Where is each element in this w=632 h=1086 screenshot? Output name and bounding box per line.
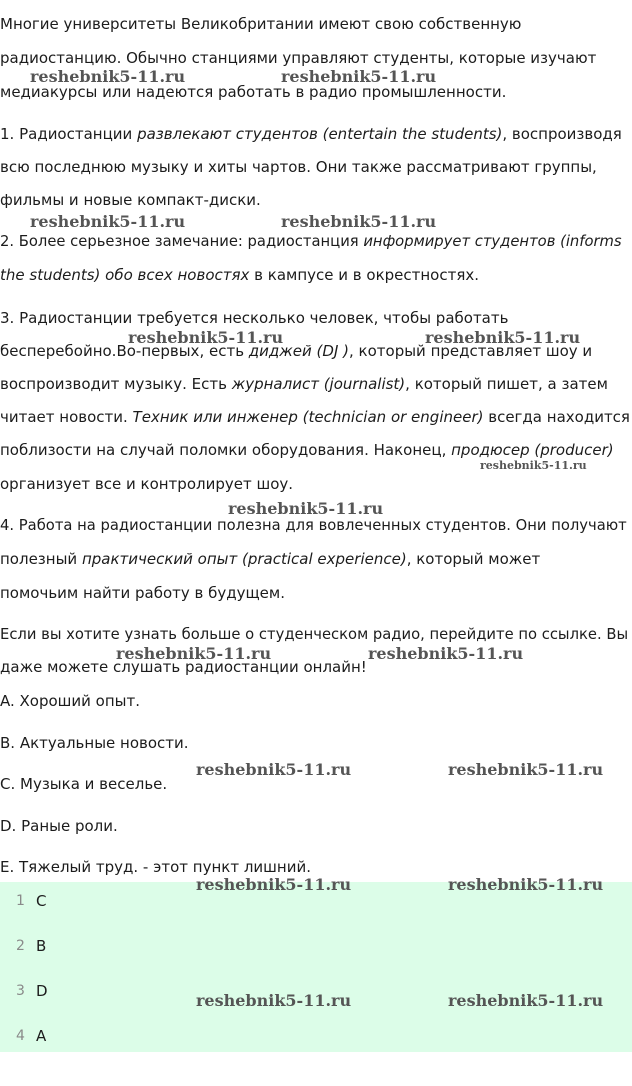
watermark: reshebnik5-11.ru [196, 760, 352, 779]
paragraph-2-line: 2. Более серьезное замечание: радиостанция информирует студентов (informs [0, 233, 622, 250]
intro-line: Многие университеты Великобритании имеют свою собственную [0, 15, 522, 33]
watermark: reshebnik5-11.ru [368, 644, 524, 663]
option-a: A. Хороший опыт. [0, 692, 141, 710]
option-b: B. Актуальные новости. [0, 734, 189, 752]
watermark: reshebnik5-11.ru [425, 328, 581, 347]
paragraph-4-line: 4. Работа на радиостанции полезна для вовлеченных студентов. Они получают [0, 517, 627, 534]
watermark: reshebnik5-11.ru [480, 459, 587, 472]
watermark: reshebnik5-11.ru [30, 67, 186, 86]
watermark: reshebnik5-11.ru [448, 760, 604, 779]
watermark: reshebnik5-11.ru [281, 212, 437, 231]
watermark: reshebnik5-11.ru [196, 875, 352, 894]
intro-line: медиакурсы или надеются работать в радио промышленности. [0, 83, 507, 101]
paragraph-3-line: читает новости. Техник или инженер (technician or engineer) всегда находится [0, 408, 630, 426]
watermark: reshebnik5-11.ru [196, 991, 352, 1010]
paragraph-1-line: фильмы и новые компакт-диски. [0, 191, 261, 209]
answer-number: 2 [16, 938, 25, 954]
paragraph-3-line: 3. Радиостанции требуется несколько человек, чтобы работать [0, 309, 509, 327]
answers-block [0, 882, 632, 1052]
paragraph-3-line: организует все и контролирует шоу. [0, 475, 294, 493]
paragraph-2-line: the students) обо всех новостях в кампусе и в окрестностях. [0, 266, 479, 284]
paragraph-4-line: полезный практический опыт (practical experience), который может [0, 550, 541, 568]
paragraph-4-line: помочьим найти работу в будущем. [0, 584, 285, 602]
answer-value: B [36, 937, 47, 955]
option-c: C. Музыка и веселье. [0, 775, 168, 793]
watermark: reshebnik5-11.ru [116, 644, 272, 663]
paragraph-1-line: 1. Радиостанции развлекают студентов (entertain the students), воспроизводя [0, 125, 622, 143]
watermark: reshebnik5-11.ru [128, 328, 284, 347]
paragraph-3-line: бесперебойно.Во-первых, есть диджей (DJ ), который представляет шоу и [0, 342, 593, 360]
answer-value: D [36, 982, 48, 1000]
watermark: reshebnik5-11.ru [30, 212, 186, 231]
answer-number: 4 [16, 1028, 25, 1044]
answer-number: 3 [16, 983, 25, 999]
option-e: E. Тяжелый труд. - этот пункт лишний. [0, 858, 311, 876]
option-d: D. Раные роли. [0, 817, 118, 835]
watermark: reshebnik5-11.ru [448, 875, 604, 894]
paragraph-3-line: воспроизводит музыку. Есть журналист (journalist), который пишет, а затем [0, 375, 608, 393]
outro-line: Если вы хотите узнать больше о студенческом радио, перейдите по ссылке. Вы [0, 626, 629, 643]
watermark: reshebnik5-11.ru [448, 991, 604, 1010]
watermark: reshebnik5-11.ru [281, 67, 437, 86]
paragraph-1-line: всю последнюю музыку и хиты чартов. Они также рассматривают группы, [0, 158, 597, 176]
answer-number: 1 [16, 893, 25, 909]
outro-line: даже можете слушать радиостанции онлайн! [0, 658, 367, 676]
answer-value: A [36, 1027, 47, 1045]
answer-value: C [36, 892, 47, 910]
watermark: reshebnik5-11.ru [228, 499, 384, 518]
intro-line: радиостанцию. Обычно станциями управляют студенты, которые изучают [0, 49, 597, 67]
paragraph-3-line: поблизости на случай поломки оборудования. Наконец, продюсер (producer) [0, 441, 614, 459]
